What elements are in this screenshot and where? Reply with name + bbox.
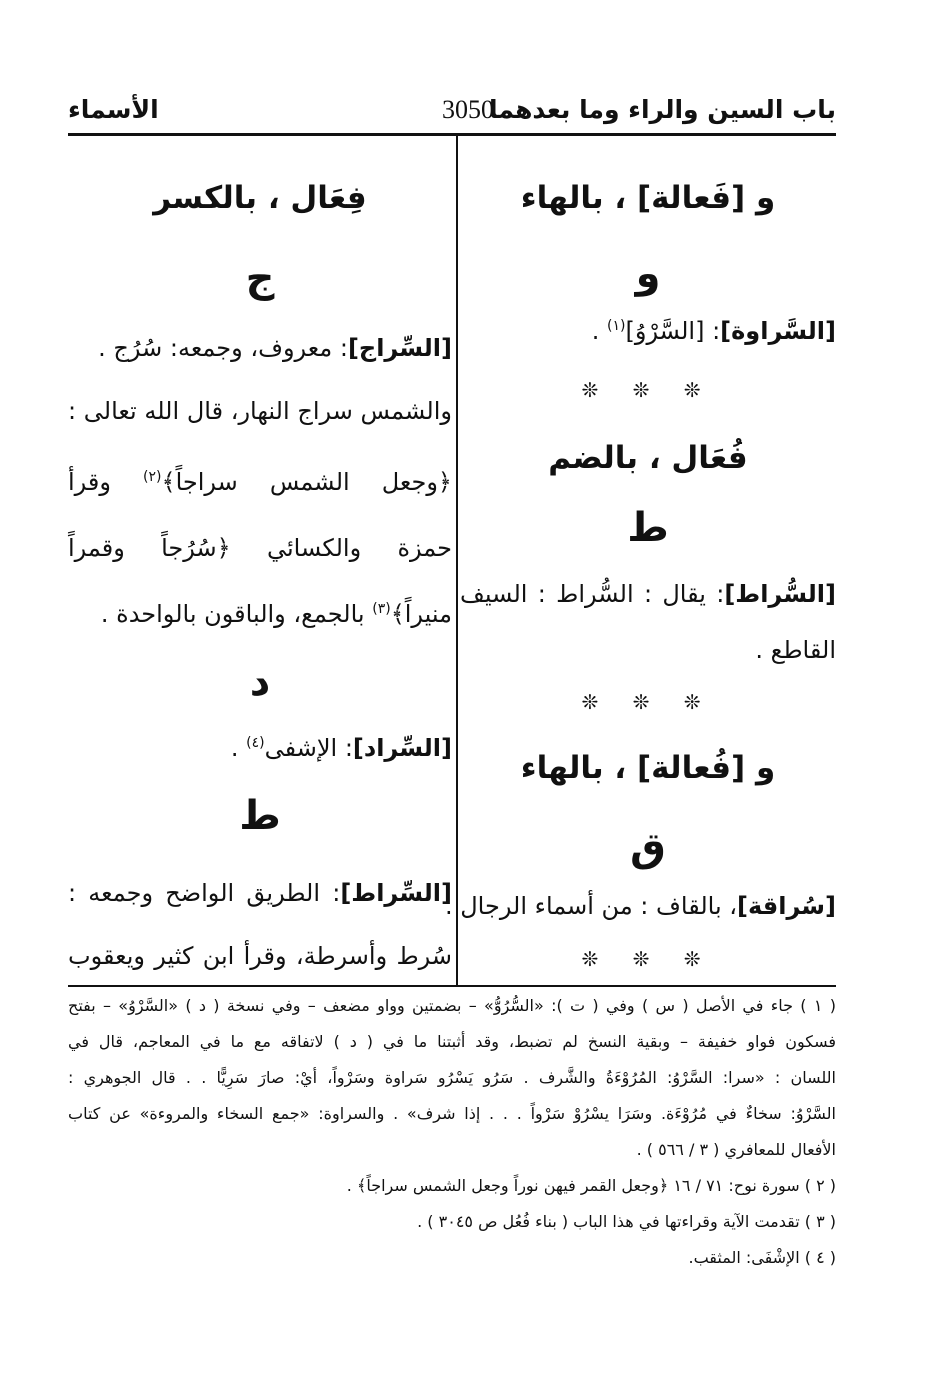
section-separator: ❊ ❊ ❊ [581, 690, 715, 714]
letter-heading: ط [239, 793, 281, 839]
footnote-ref: (١) [607, 318, 626, 334]
headword: [السَّراوة] [720, 317, 836, 345]
footnote-4: ( ٤ ) الإشْفَى: المثقب. [688, 1248, 836, 1267]
running-head-chapter: باب السين والراء وما بعدهما [488, 95, 836, 124]
entry-siraad: [السِّراد]: الإشفى$^{(٤)}$ . [230, 734, 452, 762]
entry-text: : معروف، وجمعه: سُرُج . [98, 334, 348, 362]
page-number: 3050 [442, 95, 494, 124]
quran-quote: منيراً﴾ [390, 600, 452, 628]
entry-continuation: والشمس سراج النهار، قال الله تعالى : [68, 397, 452, 425]
entry-suraat [460, 582, 836, 606]
section-heading: فُعَال ، بالضم [548, 440, 748, 476]
entry-continuation: القاطع . [755, 636, 836, 664]
letter-heading: ج [245, 255, 275, 301]
footnote-3: ( ٣ ) تقدمت الآية وقراءتها في هذا الباب ( بناء فُعُل ص ٣٠٤٥ ) . [417, 1212, 836, 1231]
section-heading: فِعَال ، بالكسر [153, 180, 367, 216]
running-head-section: الأسماء [68, 95, 159, 124]
column-divider [456, 136, 458, 985]
entry-text: ، بالقاف : من أسماء الرجال . [444, 892, 738, 920]
section-heading: و [فُعالة] ، بالهاء [520, 750, 776, 786]
footnote-1-line: الأفعال للمعافري ( ٣ / ٥٦٦ ) . [636, 1140, 836, 1159]
footnote-1-line: ( ١ ) جاء في الأصل ( س ) وفي ( ت ): «السُّرُوُّ» – بضمتين وواو مضعف – وفي نسخة ( د ) «السَّرْوُ» – بفتح [68, 996, 836, 1015]
entry-text: : الإشفى [264, 734, 353, 762]
footnote-ref: (٤) [246, 735, 265, 751]
section-separator: ❊ ❊ ❊ [581, 378, 715, 402]
entry-siraaj [68, 336, 452, 360]
headword: [سُراقة] [737, 892, 836, 920]
footnote-1-line: فسكون فواو خفيفة – وبقية النسخ لم تضبط، وقد أثبتنا ما في ( د ) لاتفاقه مع ما في المعاجم، قال في [68, 1032, 836, 1051]
headword: [السِّراج] [347, 334, 452, 362]
footnote-2: ( ٢ ) سورة نوح: ٧١ / ١٦ ﴿وجعل القمر فيهن نوراً وجعل الشمس سراجاً﴾ . [346, 1176, 836, 1195]
quran-quote: ﴿وجعل الشمس سراجاً﴾ [161, 468, 452, 496]
header-rule [68, 133, 836, 136]
entry-continuation: ﴿وجعل الشمس سراجاً﴾$^{(٢)}$ وقرأ [68, 468, 452, 496]
footnote-ref: (٣) [372, 601, 391, 617]
entry-text: : يقال : السُّراط : السيف [460, 580, 725, 608]
section-heading: و [فَعالة] ، بالهاء [520, 180, 776, 216]
headword: [السُّراط] [724, 580, 836, 608]
entry-text: : الطريق الواضح وجمعه : [68, 879, 341, 907]
entry-continuation: سُرط وأسرطة، وقرأ ابن كثير ويعقوب [68, 942, 452, 970]
footnote-rule [68, 985, 836, 987]
section-separator: ❊ ❊ ❊ [581, 947, 715, 971]
entry-continuation: منيراً﴾$^{(٣)}$ بالجمع، والباقون بالواحدة . [100, 600, 452, 628]
entry-text: : [السَّرْوُ] [625, 317, 721, 345]
entry-suraaqa [444, 892, 836, 920]
headword: [السِّراد] [352, 734, 452, 762]
entry-continuation: حمزة والكسائي ﴿سُرُجاً وقمراً [68, 534, 452, 562]
headword: [السِّراط] [340, 879, 452, 907]
letter-heading: د [249, 659, 271, 705]
entry-saraawa: [السَّراوة]: [السَّرْوُ]$^{(١)}$ . [591, 317, 836, 345]
letter-heading: ط [627, 505, 669, 551]
letter-heading: ق [630, 825, 666, 871]
footnote-ref: (٢) [143, 469, 162, 485]
footnote-1-line: اللسان : «سرا: السَّرْوُ: المُرُوْءَةُ والشَّرف . سَرُو يَسْرُو سَراوة وسَرْواً، أيْ: صارَ سَرِيًّا . . قال الجوهري : [68, 1068, 836, 1087]
footnote-1-line: السَّرْوُ: سخاءٌ في مُرُوْءَة. وسَرَا يسْرُوْ سَرْواً . . . إذا شرف» . والسراوة: «جمع السخاء والمروءة» عن كتاب [68, 1104, 836, 1123]
letter-heading: و [635, 251, 661, 297]
entry-siraat [68, 881, 452, 905]
